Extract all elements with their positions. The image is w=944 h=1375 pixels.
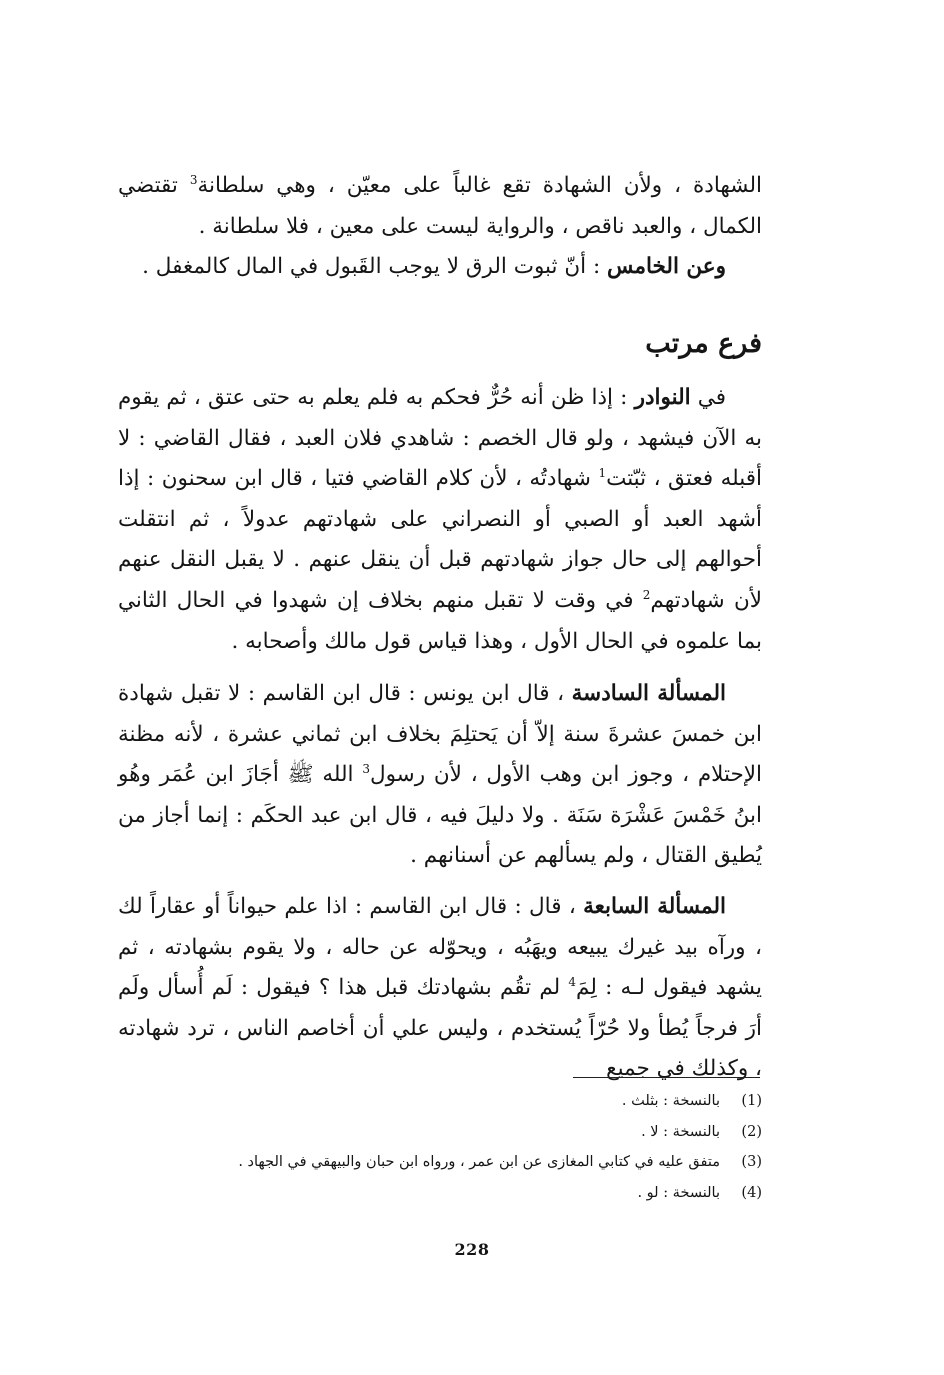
paragraph-testimony: الشهادة ، ولأن الشهادة تقع غالباً على معيّن ، وهي سلطانة$^3$ تقتضي الكمال ، والعبد ناقص ، والرواية ليست على معين ، فلا سلطانة . [118, 172, 762, 239]
bold-term: المسألة السادسة [571, 681, 726, 706]
footnotes [150, 1086, 762, 1208]
bold-term: وعن الخامس [607, 254, 726, 280]
paragraph-sixth-issue: المسألة السادسة ، قال ابن يونس : قال ابن القاسم : لا تقبل شهادة ابن خمسَ عشرةَ سنة إلاّ أن يَحتلِمَ بخلاف ابن ثماني عشرة ، لأنه مظنة الإحتلام ، وجوز ابن وهب الأول ، لأن رسول$^3$ الله ﷺ أجَازَ ابن عُمَر وهُو ابنُ خَمْسَ عَشْرَة سَنَة . ولا دليلَ فيه ، قال ابن عبد الحكَم : إنما أجاز من يُطيق القتال ، ولم يسألهم عن أسنانهم . [118, 681, 762, 869]
footnote-item: (4)بالنسخة : لو . [637, 1184, 762, 1201]
footnote-ref: 1 [598, 466, 607, 481]
bold-term: النوادر [634, 385, 691, 410]
footnote-item: (1)بالنسخة : بثلث . [621, 1093, 762, 1109]
paragraph-seventh-issue: المسألة السابعة ، قال : قال ابن القاسم : اذا علم حيواناً أو عقاراً لك ، ورآه بيد غيرك يبيعه ويهَبُه ، ويحوّله عن حاله ، ولا يقوم بشهادته ، ثم يشهد فيقول لـه : لِمَ$^4$ لم تقُم بشهادتك قبل هذا ؟ فيقول : لَم أُسأل ولَم أرَ فرجاً يُطأ ولا حُرّاً يُستخدم ، وليس علي أن أخاصم الناس ، ترد شهادته ، وكذلك في جميع [118, 894, 762, 1082]
footnote-divider [573, 1077, 760, 1078]
footnote-ref: 2 [642, 587, 651, 602]
footnote-item: (3)متفق عليه في كتابي المغازى عن ابن عمر ، ورواه ابن حبان والبيهقي في الجهاد . [238, 1154, 762, 1170]
footnote-ref: 4 [568, 975, 577, 990]
footnote-ref: 3 [189, 172, 198, 187]
bold-term: المسألة السابعة [583, 894, 726, 919]
continuation-paragraph [118, 166, 762, 288]
paragraph-fifth: وعن الخامس : أنّ ثبوت الرق لا يوجب القَبول في المال كالمغفل . [142, 254, 726, 280]
paragraph-nawadir: في النوادر : إذا ظن أنه حُرٌّ فحكم به فلم يعلم به حتى عتق ، ثم يقوم به الآن فيشهد ، ولو قال الخصم : شاهدي فلان العبد ، فقال القاضي : لا أقبله فعتق ، ثبّتت$^1$ شهادتُه ، لأن كلام القاضي فتيا ، قال ابن سحنون : إذا أشهد العبد أو الصبي أو النصراني على شهادتهم عدولاً ، ثم انتقلت أحوالهم إلى حال جواز شهادتهم قبل أن ينقل عنهم . لا يقبل النقل عنهم لأن شهادتهم$^2$ في وقت لا تقبل منهم بخلاف إن شهدوا في الحال الثاني بما علموه في الحال الأول ، وهذا قياس قول مالك وأصحابه . [118, 385, 762, 654]
footnote-item: (2)بالنسخة : لا . [641, 1123, 762, 1140]
page-number: 228 [454, 1240, 490, 1259]
section-heading: فرع مرتب [645, 328, 762, 359]
footnote-ref: 3 [362, 762, 370, 777]
